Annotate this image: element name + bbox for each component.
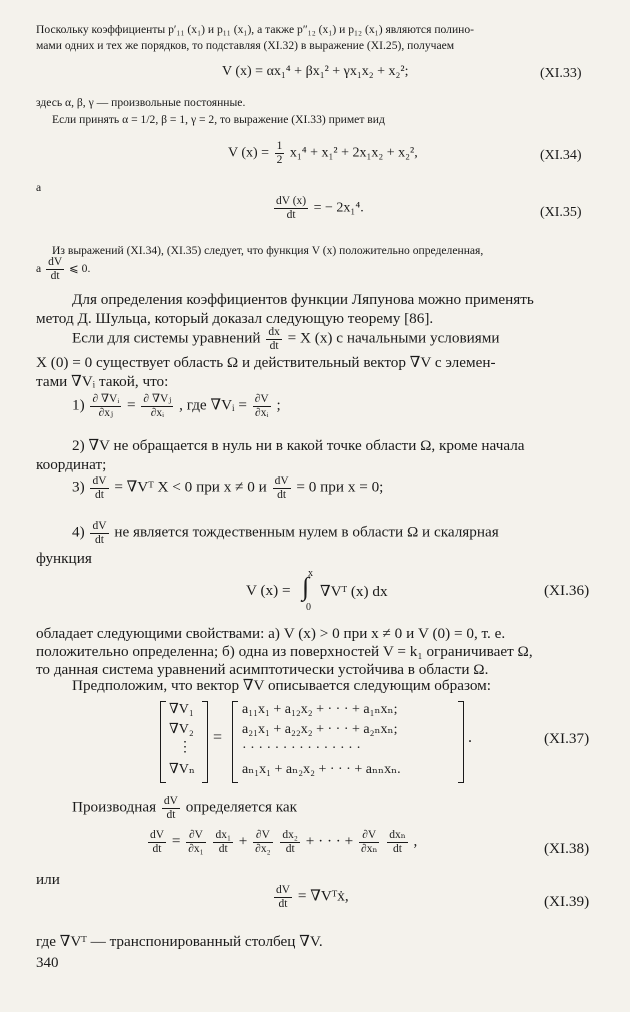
right-matrix-bracket-right <box>458 701 464 783</box>
equation-number-xi35: (XI.35) <box>540 205 582 220</box>
c4-label: 4) <box>72 523 85 541</box>
eq35-frac-num: dV (x) <box>276 195 307 207</box>
equation-xi38 <box>146 829 417 855</box>
p9-pre: Производная <box>72 798 157 816</box>
eq39-f-num: dV <box>276 884 291 896</box>
c4-text: не является тождественным нулем в области Ω и скалярная <box>114 523 499 541</box>
eq38-end: , <box>413 832 418 850</box>
c3-f1-num: dV <box>92 475 107 487</box>
eq39-rhs: = ∇Vᵀẋ, <box>297 887 349 905</box>
eq38-g3 <box>387 829 407 855</box>
eq38-g3-den: dt <box>393 842 402 855</box>
p6-pre: Если для системы уравнений <box>72 329 261 347</box>
p9-post: определяется как <box>185 798 297 816</box>
c1-f1-den: ∂xⱼ <box>98 406 114 419</box>
p4-pre: а <box>36 261 42 275</box>
c3-label: 3) <box>72 478 85 496</box>
c1-frac-2 <box>141 393 173 419</box>
eq38-f2-den: ∂x₂ <box>255 842 271 855</box>
eq38-f2-num: ∂V <box>253 829 272 843</box>
eq38-eq: = <box>171 832 181 850</box>
p6-frac-num: dx <box>268 326 280 338</box>
eq36-rhs: ∇Vᵀ (x) dx <box>320 583 388 600</box>
paragraph-properties-line-1: обладает следующими свойствами: а) V (x) > 0 при x ≠ 0 и V (0) = 0, т. е. <box>36 625 506 642</box>
word-ili: или <box>36 871 60 888</box>
equation-xi36 <box>246 568 466 614</box>
matrix-row-dots: · · · · · · · · · · · · · · · <box>242 741 361 756</box>
eq38-plus: + <box>238 832 248 850</box>
eq38-f2 <box>253 829 272 855</box>
c4-frac <box>90 520 108 546</box>
left-vector-bracket-right <box>202 701 208 783</box>
c1-f1-num: ∂ ∇Vᵢ <box>92 393 120 405</box>
eq38-g1-den: dt <box>218 842 228 855</box>
c3-f1-den: dt <box>95 488 104 501</box>
eq38-f1-num: ∂V <box>186 829 205 843</box>
eq34-rhs: x₁⁴ + x₁² + 2x₁x₂ + x₂², <box>289 145 418 161</box>
equation-xi34 <box>228 140 418 166</box>
grad-vn: ∇Vₙ <box>169 762 195 777</box>
p9-frac-num: dV <box>163 795 178 807</box>
condition-4-line-2: функция <box>36 550 92 567</box>
eq36-lhs: V (x) = <box>246 582 291 599</box>
eq38-f1 <box>186 829 205 855</box>
c1-f3-num: ∂V <box>254 393 269 405</box>
paragraph-lyapunov-line-2: метод Д. Шульца, который доказал следующую теорему [86]. <box>36 310 434 327</box>
condition-1 <box>72 393 281 419</box>
c4-f-num: dV <box>92 520 107 532</box>
eq38-g1-num: dx₁ <box>215 829 231 841</box>
grad-v1: ∇V₁ <box>169 702 194 717</box>
c1-frac-3 <box>253 393 271 419</box>
eq36-int-lower: 0 <box>306 602 311 613</box>
equation-xi35 <box>272 195 364 221</box>
paragraph-theorem-line-2: X (0) = 0 существует область Ω и действительный вектор ∇V с элемен- <box>36 354 496 371</box>
vector-vdots: ⋮ <box>178 740 192 755</box>
grad-v2: ∇V₂ <box>169 722 194 737</box>
eq34-lhs: V (x) = <box>228 145 270 161</box>
c1-f2-den: ∂xᵢ <box>150 406 165 419</box>
paragraph-lyapunov-line-1: Для определения коэффициентов функции Ляпунова можно применять <box>72 291 534 308</box>
eq38-f3-den: ∂xₙ <box>361 842 378 855</box>
integral-sign-icon: ∫ <box>302 572 310 601</box>
eq35-frac-den: dt <box>286 208 296 221</box>
eq38-g1 <box>213 829 233 855</box>
c3-mid: = ∇Vᵀ X < 0 при x ≠ 0 и <box>114 478 267 496</box>
equation-number-xi34: (XI.34) <box>540 148 582 163</box>
eq34-frac-num: 1 <box>276 140 283 152</box>
c3-f2-den: dt <box>277 488 287 501</box>
paragraph-theorem-line-3: тами ∇Vᵢ такой, что: <box>36 373 169 390</box>
p4-post: ⩽ 0. <box>69 261 91 275</box>
condition-2-line-1: 2) ∇V не обращается в нуль ни в какой точке области Ω, кроме начала <box>72 437 525 454</box>
eq35-rhs: = − 2x₁⁴. <box>313 200 364 216</box>
paragraph-intro-line-2: мами одних и тех же порядков, то подставляя (XI.32) в выражение (XI.25), получаем <box>36 39 455 52</box>
c3-frac-1 <box>90 475 108 501</box>
c1-eq: = <box>127 396 136 414</box>
paragraph-suppose: Предположим, что вектор ∇V описывается следующим образом: <box>72 677 492 694</box>
c1-frac-1 <box>90 393 121 419</box>
eq36-int-upper: x <box>308 568 313 579</box>
eq38-f3 <box>359 829 379 855</box>
c3-end: = 0 при x = 0; <box>296 478 384 496</box>
p6-dx-dt-fraction <box>266 326 282 352</box>
equation-xi37 <box>160 701 490 785</box>
matrix-row-2: a₂₁x₁ + a₂₂x₂ + · · · + a₂ₙxₙ; <box>242 722 398 737</box>
paragraph-transpose: где ∇Vᵀ — транспонированный столбец ∇V. <box>36 933 323 950</box>
p6-frac-den: dt <box>269 339 279 352</box>
p4-frac-num: dV <box>48 256 63 268</box>
page-number: 340 <box>36 955 59 971</box>
eq38-f0-den: dt <box>152 842 162 855</box>
matrix-row-1: a₁₁x₁ + a₁₂x₂ + · · · + a₁ₙxₙ; <box>242 702 398 717</box>
paragraph-properties-line-2: положительно определенна; б) одна из поверхностей V = k₁ ограничивает Ω, <box>36 643 533 660</box>
eq39-frac <box>274 884 292 910</box>
eq38-g3-num: dxₙ <box>389 829 406 841</box>
eq35-derivative-fraction <box>274 195 308 221</box>
c3-frac-2 <box>273 475 291 501</box>
equation-number-xi37: (XI.37) <box>544 730 590 747</box>
paragraph-intro-line-1: Поскольку коэффициенты p′₁₁ (x₁) и p₁₁ (x₁), а также p″₁₂ (x₁) и p₁₂ (x₁) являются полино- <box>36 23 475 36</box>
eq38-f0-num: dV <box>150 829 165 841</box>
condition-2-line-2: координат; <box>36 456 107 473</box>
eq38-f1-den: ∂x₁ <box>188 842 204 855</box>
paragraph-conclusion-line-2 <box>36 256 90 282</box>
c3-f2-num: dV <box>274 475 289 487</box>
p4-frac-den: dt <box>50 269 60 282</box>
eq38-f0 <box>148 829 166 855</box>
eq38-g2 <box>280 829 300 855</box>
eq38-f3-num: ∂V <box>359 829 379 843</box>
equation-number-xi39: (XI.39) <box>544 893 590 910</box>
p9-frac-den: dt <box>166 808 176 821</box>
eq39-f-den: dt <box>278 897 288 910</box>
p9-frac <box>162 795 180 821</box>
condition-4-line-1 <box>72 520 499 546</box>
eq37-end: . <box>468 729 472 746</box>
paragraph-substitution: Если принять α = 1/2, β = 1, γ = 2, то выражение (XI.33) примет вид <box>52 113 385 126</box>
p6-post: = X (x) с начальными условиями <box>287 329 500 347</box>
equation-number-xi33: (XI.33) <box>540 66 582 81</box>
conjunction-a: а <box>36 181 42 194</box>
p4-derivative-fraction <box>46 256 64 282</box>
paragraph-theorem-line-1 <box>72 326 500 352</box>
eq38-g2-num: dx₂ <box>282 829 298 841</box>
paragraph-constants-note: здесь α, β, γ — произвольные постоянные. <box>36 96 246 109</box>
condition-3 <box>72 475 383 501</box>
left-vector-bracket-left <box>160 701 166 783</box>
c1-f2-num: ∂ ∇Vⱼ <box>143 393 172 405</box>
c1-mid: , где ∇Vᵢ = <box>179 396 247 414</box>
equation-xi39 <box>272 884 349 910</box>
equation-xi33: V (x) = αx₁⁴ + βx₁² + γx₁x₂ + x₂²; <box>222 64 409 79</box>
c4-f-den: dt <box>95 533 104 546</box>
eq34-frac-den: 2 <box>276 153 283 166</box>
right-matrix-bracket-left <box>232 701 238 783</box>
paragraph-properties-line-3: то данная система уравнений асимптотически устойчива в области Ω. <box>36 661 489 678</box>
eq34-half-fraction <box>275 140 285 166</box>
eq37-equals: = <box>213 729 223 746</box>
c1-label: 1) <box>72 396 85 414</box>
c1-f3-den: ∂xᵢ <box>255 406 269 419</box>
eq38-g2-den: dt <box>285 842 295 855</box>
paragraph-conclusion-line-1: Из выражений (XI.34), (XI.35) следует, что функция V (x) положительно определенная, <box>52 244 484 257</box>
matrix-row-n: aₙ₁x₁ + aₙ₂x₂ + · · · + aₙₙxₙ. <box>242 762 401 777</box>
c1-end: ; <box>276 396 281 414</box>
paragraph-derivative <box>72 795 297 821</box>
equation-number-xi36: (XI.36) <box>544 582 590 599</box>
eq38-dots: + · · · + <box>305 832 354 850</box>
equation-number-xi38: (XI.38) <box>544 840 590 857</box>
